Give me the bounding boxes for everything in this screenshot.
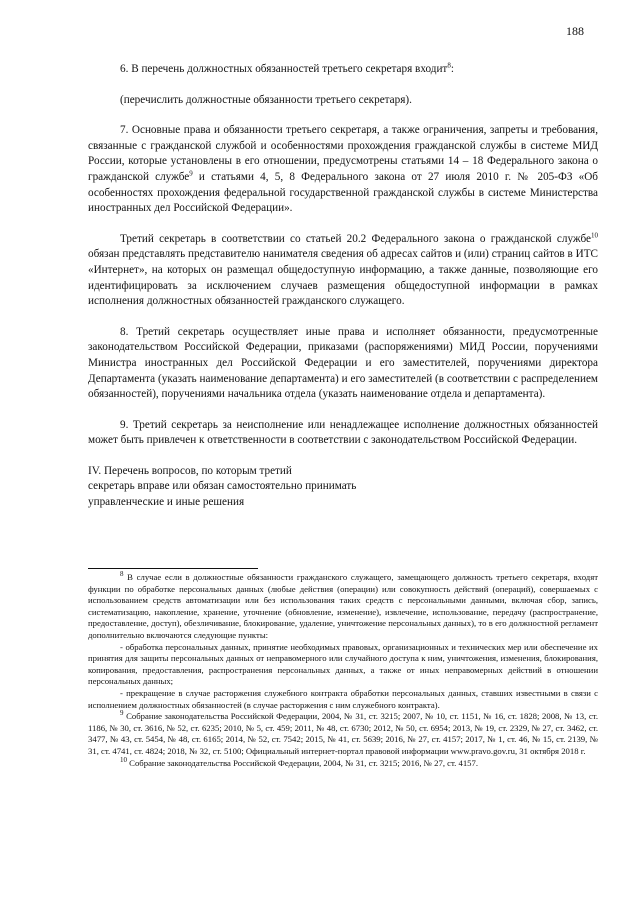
footnote-8-text: В случае если в должностные обязанности гражданского служащего, замещающего должность третьего секретаря, входят функции по обработке персональных данных (любые действия (операции) или совокупность действий (операций), совершаемых с использованием средств автоматизации или без использования таких средств с персональными данными, включая сбор, запись, систематизацию, накопление, хранение, уточнение (обновление, изменение), извлечение, использование, передачу (распространение, предоставление, доступ), обезличивание, блокирование, удаление, уничтожение персональных данных), то в его должностной регламент дополнительно включаются следующие пункты:	[88, 572, 598, 640]
footnote-8-bullet-2: - прекращение в случае расторжения служебного контракта обработки персональных данных, ставших известными в связи с исполнением должностных обязанностей (в случае расторжения с ним служебного контракта).	[88, 687, 598, 710]
footnote-ref-8: 8	[447, 61, 451, 70]
footnote-9	[88, 711, 598, 757]
footnote-9-text: Собрание законодательства Российской Федерации, 2004, № 31, ст. 3215; 2007, № 10, ст. 1151, № 16, ст. 1828; 2008, № 13, ст. 1186, № 30, ст. 3616, № 52, ст. 6235; 2010, № 5, ст. 459; 2011, № 48, ст. 6730; 2012, № 50, ст. 6954; 2013, № 19, ст. 2329, № 27, ст. 3462, ст. 3477, № 43, ст. 5454, № 48, ст. 6165; 2014, № 52, ст. 7542; 2015, № 41, ст. 5639; 2016, № 27, ст. 4157; 2017, № 1, ст. 46, № 15, ст. 2139, № 31, ст. 4741, ст. 4824; 2018, № 32, ст. 5100; Официальный интернет-портал правовой информации www.pravo.gov.ru, 31 октября 2018 г.	[88, 711, 598, 756]
item-6-note: (перечислить должностные обязанности третьего секретаря).	[120, 93, 412, 106]
footnote-10-text: Собрание законодательства Российской Федерации, 2004, № 31, ст. 3215; 2016, № 27, ст. 4157.	[127, 757, 479, 768]
section-heading-line-2: секретарь вправе или обязан самостоятельно принимать	[88, 480, 357, 493]
section-heading	[88, 464, 598, 511]
footnote-8	[88, 572, 598, 642]
footnote-8-bullet-1: - обработка персональных данных, принятие необходимых правовых, организационных и технических мер или обеспечение их принятия для защиты персональных данных от неправомерного или случайного доступа к ним, уничтожения, изменения, блокирования, копирования, предоставления, распространения персональных данных, а также от иных неправомерных действий в отношении персональных данных;	[88, 641, 598, 687]
item-6-text: 6. В перечень должностных обязанностей третьего секретаря входит	[120, 63, 448, 75]
section-heading-line-1: IV. Перечень вопросов, по которым третий	[88, 464, 292, 477]
footnotes	[88, 572, 598, 769]
footnote-ref-9: 9	[189, 169, 193, 178]
footnote-10	[88, 755, 598, 770]
item-7-part-b: и статьями 4, 5, 8 Федерального закона от 27 июля 2010 г. № 205-ФЗ «Об особенностях прохождения федеральной государственной гражданской службы в системе Министерства иностранных дел Российской Федерации».	[88, 170, 598, 215]
item-6-tail: :	[450, 63, 454, 75]
item-7-part-a: 7. Основные права и обязанности третьего секретаря, а также ограничения, запреты и требования, связанные с гражданской службой и особенностями прохождения гражданской службы в системе МИД России, которые установлены в его отношении, предусмотрены статьями 14 – 18 Федерального закона о гражданской службе	[88, 124, 598, 183]
item-9: 9. Третий секретарь за неисполнение или ненадлежащее исполнение должностных обязанностей может быть привлечен к ответственности в соответствии с законодательством Российской Федерации.	[88, 418, 598, 447]
item-8: 8. Третий секретарь осуществляет иные права и исполняет обязанности, предусмотренные законодательством Российской Федерации, приказами (распоряжениями) МИД России, поручениями Министра иностранных дел Российской Федерации и его заместителей, поручениями директора Департамента (указать наименование департамента) и его заместителей (в соответствии с распределением обязанностей), поручениями начальника отдела (указать наименование отдела и департамента).	[88, 325, 598, 401]
footnote-10-number: 10	[120, 755, 127, 764]
footnote-9-number: 9	[120, 709, 124, 718]
document-body	[88, 62, 598, 533]
footnote-8-number: 8	[120, 570, 124, 579]
third-part-a: Третий секретарь в соответствии со статьей 20.2 Федерального закона о гражданской службе	[120, 232, 591, 245]
page-number: 188	[566, 24, 584, 38]
section-heading-line-3: управленческие и иные решения	[88, 496, 245, 509]
item-7	[88, 123, 598, 217]
third-part-b: обязан представлять представителю нанимателя сведения об адресах сайтов и (или) страниц сайтов в ИТС «Интернет», на которых он размещал общедоступную информацию, а также данные, позволяющие его идентифицировать за исключением случаев размещения общедоступной информации в рамках исполнения должностных обязанностей гражданского служащего.	[88, 248, 598, 308]
third-secretary-paragraph	[88, 232, 598, 310]
footnote-separator	[88, 568, 258, 569]
footnote-ref-10: 10	[591, 231, 598, 240]
item-6	[88, 62, 598, 78]
